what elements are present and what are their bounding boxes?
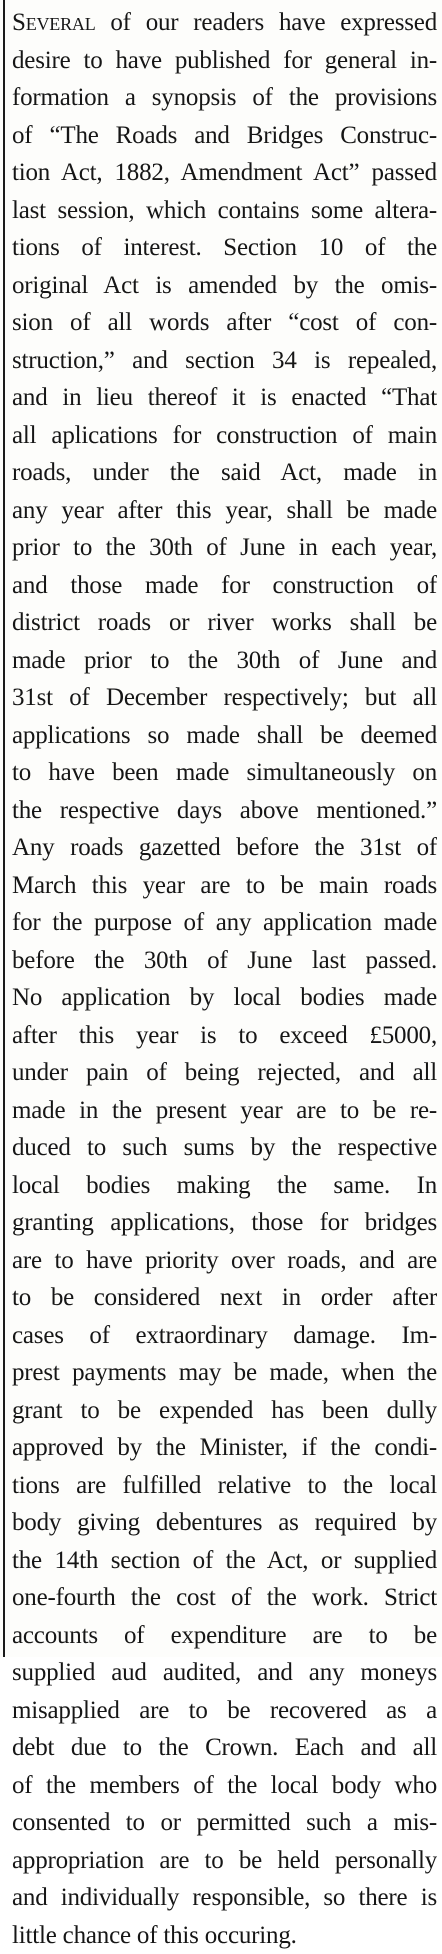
article-line: local bodies making the same. In <box>12 1167 437 1205</box>
article-line: prest payments may be made, when the <box>12 1354 437 1392</box>
article-line: 31st of December respectively; but all <box>12 679 437 717</box>
article-first-word: Several <box>12 9 96 36</box>
article-line-text: of our readers have expressed <box>96 9 438 36</box>
article-line: all aplications for construction of main <box>12 417 437 455</box>
article-line: little chance of this occuring. <box>12 1917 437 1954</box>
article-line: granting applications, those for bridges <box>12 1204 437 1242</box>
article-line: tion Act, 1882, Amendment Act” passed <box>12 154 437 192</box>
article-line: duced to such sums by the respective <box>12 1129 437 1167</box>
article-line <box>12 4 437 42</box>
article-line: under pain of being rejected, and all <box>12 1054 437 1092</box>
article-line: after this year is to exceed £5000, <box>12 1017 437 1055</box>
article-line: roads, under the said Act, made in <box>12 454 437 492</box>
article-line: struction,” and section 34 is repealed, <box>12 342 437 380</box>
article-line: any year after this year, shall be made <box>12 492 437 530</box>
article-line: desire to have published for general in- <box>12 42 437 80</box>
article-line: and in lieu thereof it is enacted “That <box>12 379 437 417</box>
article-line: supplied aud audited, and any moneys <box>12 1654 437 1692</box>
article-line: tions are fulfilled relative to the local <box>12 1467 437 1505</box>
article-line: body giving debentures as required by <box>12 1504 437 1542</box>
column-rule <box>3 0 5 1657</box>
article-line: before the 30th of June last passed. <box>12 942 437 980</box>
article-line: grant to be expended has been dully <box>12 1392 437 1430</box>
article-line: to have been made simultaneously on <box>12 754 437 792</box>
article-line: district roads or river works shall be <box>12 604 437 642</box>
article-line: original Act is amended by the omis- <box>12 267 437 305</box>
article-line: consented to or permitted such a mis- <box>12 1804 437 1842</box>
article-line: accounts of expenditure are to be <box>12 1617 437 1655</box>
article-line: prior to the 30th of June in each year, <box>12 529 437 567</box>
article-line: formation a synopsis of the provisions <box>12 79 437 117</box>
article-line: one-fourth the cost of the work. Strict <box>12 1579 437 1617</box>
article-line: misapplied are to be recovered as a <box>12 1692 437 1730</box>
article-line: are to have priority over roads, and are <box>12 1242 437 1280</box>
article-line: Any roads gazetted before the 31st of <box>12 829 437 867</box>
article-line: to be considered next in order after <box>12 1279 437 1317</box>
article-line: cases of extraordinary damage. Im- <box>12 1317 437 1355</box>
article-line: last session, which contains some altera- <box>12 192 437 230</box>
article-line: of “The Roads and Bridges Construc- <box>12 117 437 155</box>
article-line: appropriation are to be held personally <box>12 1842 437 1880</box>
article-line: March this year are to be main roads <box>12 867 437 905</box>
article-line: of the members of the local body who <box>12 1767 437 1805</box>
article-line: made in the present year are to be re- <box>12 1092 437 1130</box>
article-line: and individually responsible, so there is <box>12 1879 437 1917</box>
article-line: tions of interest. Section 10 of the <box>12 229 437 267</box>
article-line: applications so made shall be deemed <box>12 717 437 755</box>
article-body <box>12 4 437 1954</box>
article-line: sion of all words after “cost of con- <box>12 304 437 342</box>
article-line: and those made for construction of <box>12 567 437 605</box>
article-line: No application by local bodies made <box>12 979 437 1017</box>
article-line: for the purpose of any application made <box>12 904 437 942</box>
article-line: made prior to the 30th of June and <box>12 642 437 680</box>
article-line: the respective days above mentioned.” <box>12 792 437 830</box>
article-line: debt due to the Crown. Each and all <box>12 1729 437 1767</box>
article-line: approved by the Minister, if the condi- <box>12 1429 437 1467</box>
article-line: the 14th section of the Act, or supplied <box>12 1542 437 1580</box>
